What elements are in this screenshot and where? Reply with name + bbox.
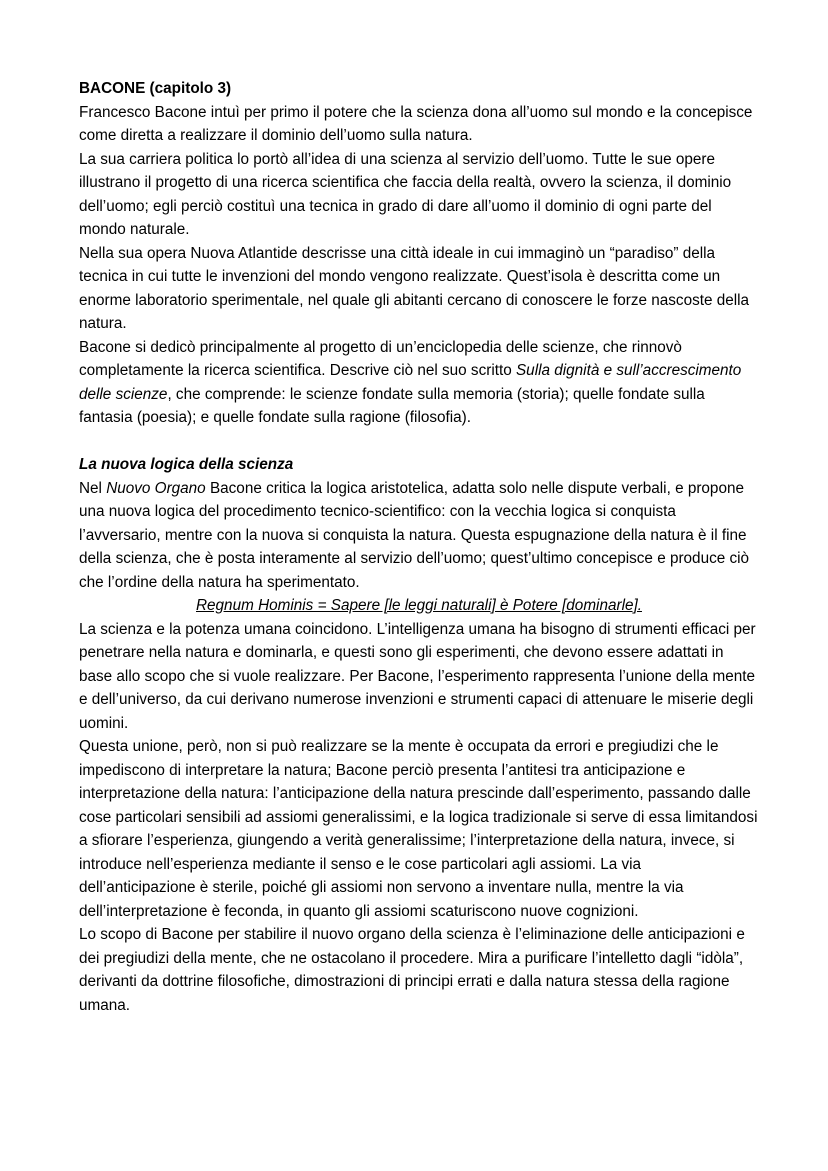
work-title-sulla-dignita: Sulla dignità e sull’accrescimento delle scienze [79,362,742,403]
paragraph-nuovo-organo-part-b: Bacone critica la logica aristotelica, adatta solo nelle dispute verbali, e propone una nuova logica del procedimento tecnico-scientifico: con la vecchia logica si conquista l’avversario, mentre con la nuova si conquista la natura. Questa espugnazione della natura è il fine della scienza, che è posta interamente al servizio dell’uomo; quest’ultimo concepisce e produce ciò che l’ordine della natura ha sperimentato. [79,479,750,591]
section-spacer [79,430,759,454]
section-title-nuova-logica: La nuova logica della scienza [79,456,294,473]
paragraph-encyclopedia-part-b: , che comprende: le scienze fondate sulla memoria (storia); quelle fondate sulla fantasia (poesia); e quelle fondate sulla ragione (filosofia). [79,385,705,426]
paragraph-political-career: La sua carriera politica lo portò all’idea di una scienza al servizio dell’uomo. Tutte le sue opere illustrano il progetto di una ricerca scientifica che faccia della realtà, ovvero la scienza, il dominio dell’uomo; egli perciò costituì una tecnica in grado di dare all’uomo il dominio di ogni parte del mondo naturale. [79,150,732,238]
paragraph-scopo-idola: Lo scopo di Bacone per stabilire il nuovo organo della scienza è l’eliminazione delle anticipazioni e dei pregiudizi della mente, che ne ostacolano il procedere. Mira a purificare l’intelletto dagli “idòla”, derivanti da dottrine filosofiche, dimostrazioni di principi errati e dalla natura stessa della ragione umana. [79,926,745,1014]
paragraph-anticipazione-interpretazione: Questa unione, però, non si può realizzare se la mente è occupata da errori e pregiudizi che le impediscono di interpretare la natura; Bacone perciò presenta l’antitesi tra anticipazione e interpretazione della natura: l’anticipazione della natura prescinde dall’esperimento, passando dalle cose particolari sensibili ad assiomi generalissimi, e la logica tradizionale si serve di essa limitandosi a sfiorare l’esperienza, giungendo a verità generalissime; l’interpretazione della natura, invece, si introduce nell’esperienza mediante il senso e le cose particolari agli assiomi. La via dell’anticipazione è sterile, poiché gli assiomi non servono a inventare nulla, mentre la via dell’interpretazione è feconda, in quanto gli assiomi scaturiscono nuove cognizioni. [79,738,758,920]
motto-regnum-hominis: Regnum Hominis = Sapere [le leggi naturali] è Potere [dominarle]. [196,597,642,614]
paragraph-scienza-potenza: La scienza e la potenza umana coincidono. L’intelligenza umana ha bisogno di strumenti efficaci per penetrare nella natura e dominarla, e questi sono gli esperimenti, che devono essere adattati in base allo scopo che si vuole realizzare. Per Bacone, l’esperimento rappresenta l’unione della mente e dell’universo, da cui derivano numerose invenzioni e strumenti capaci di attenuare le miserie degli uomini. [79,620,756,732]
document-page [79,77,759,1017]
paragraph-nuovo-organo-part-a: Nel [79,479,107,497]
paragraph-encyclopedia [79,336,759,430]
paragraph-nuovo-organo [79,477,759,595]
paragraph-intro: Francesco Bacone intuì per primo il potere che la scienza dona all’uomo sul mondo e la concepisce come diretta a realizzare il dominio dell’uomo sulla natura. [79,103,753,144]
section-title-bacone: BACONE (capitolo 3) [79,80,232,97]
work-title-nuovo-organo: Nuovo Organo [106,479,206,497]
paragraph-nuova-atlantide: Nella sua opera Nuova Atlantide descrisse una città ideale in cui immaginò un “paradiso” della tecnica in cui tutte le invenzioni del mondo vengono realizzate. Quest’isola è descritta come un enorme laboratorio sperimentale, nel quale gli abitanti cercano di conoscere le forze nascoste della natura. [79,244,750,332]
paragraph-encyclopedia-part-a: Bacone si dedicò principalmente al progetto di un’enciclopedia delle scienze, che rinnovò completamente la ricerca scientifica. Descrive ciò nel suo scritto [79,338,682,379]
